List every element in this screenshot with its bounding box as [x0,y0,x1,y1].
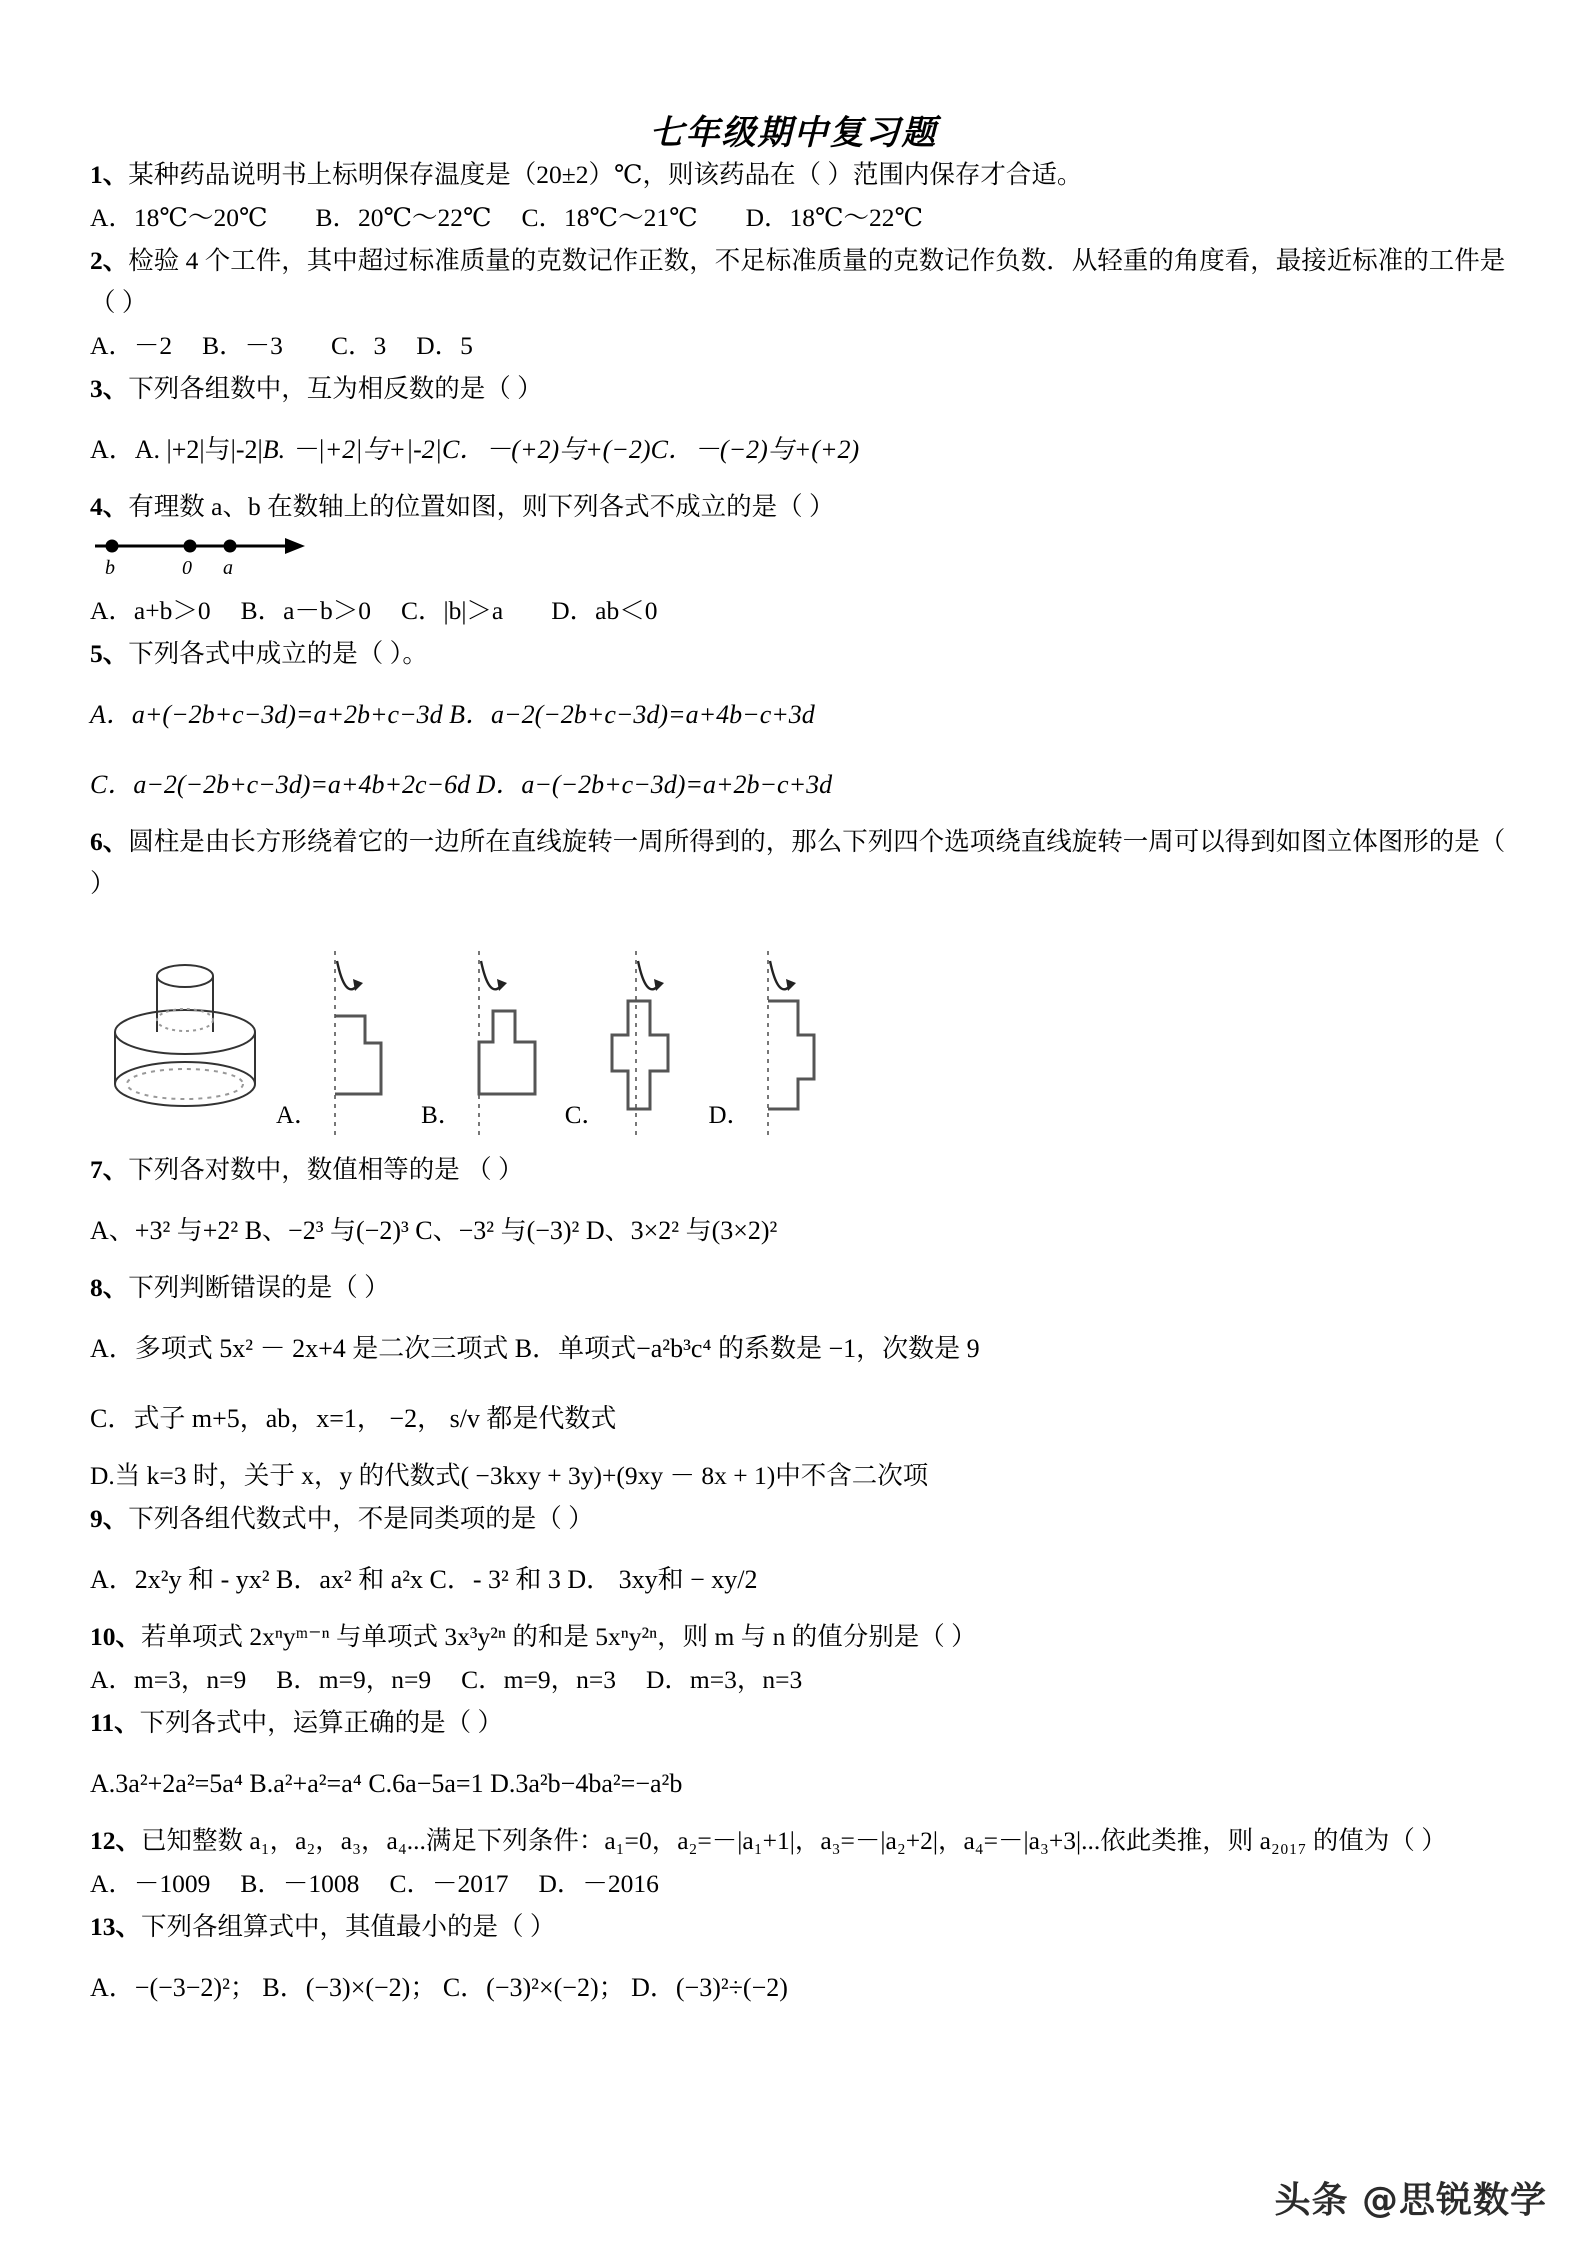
question-4-number: 4、 [90,492,129,521]
rotation-option-c [565,939,703,1139]
question-12-text: 已知整数 a₁，a₂，a₃，a₄...满足下列条件：a₁=0，a₂=－|a₁+1|，a₃=－|a₂+2|，a₄=－|a₃+3|...依此类推，则 a₂₀₁₇ 的值为（ ） [141,1826,1447,1855]
question-1-stem [90,154,1515,196]
question-2-options [90,325,1515,367]
question-5 [90,633,1515,815]
rotation-option-d-shape [756,939,848,1139]
rotation-option-a-shape [323,939,415,1139]
question-9-options: A．2x²y 和 - yx² B．ax² 和 a²x C．- 3² 和 3 D． 3xy和 − xy/2 [90,1565,758,1594]
question-4-text: 有理数 a、b 在数轴上的位置如图，则下列各式不成立的是（ ） [128,492,835,521]
question-12 [90,1820,1515,1905]
option-b: B．m=9，n=9 [276,1665,432,1694]
number-line-label-a: a [223,557,233,579]
question-9-number: 9、 [90,1504,129,1533]
option-d: D．－2016 [538,1869,659,1898]
question-10-number: 10、 [90,1622,142,1651]
question-3 [90,368,1515,480]
question-8-stem [90,1267,1515,1309]
question-10-text: 若单项式 2xⁿyᵐ⁻ⁿ 与单项式 3x³y²ⁿ 的和是 5xⁿy²ⁿ，则 m 与 n 的值分别是（ ） [141,1622,977,1651]
question-7-stem [90,1149,1515,1191]
question-1 [90,154,1515,239]
question-6-stem [90,821,1515,905]
page-title: 七年级期中复习题 [649,115,938,152]
question-3-options [90,420,1515,480]
question-12-number: 12、 [90,1826,142,1855]
question-1-number: 1、 [90,160,129,189]
question-13-stem [90,1906,1515,1948]
question-2 [90,240,1515,367]
question-1-text: 某种药品说明书上标明保存温度是（20±2）℃，则该药品在（ ）范围内保存才合适。 [128,160,1083,189]
question-11 [90,1702,1515,1814]
rotation-option-d [708,939,847,1139]
question-3-number: 3、 [90,374,129,403]
question-11-options: A.3a²+2a²=5a⁴ B.a²+a²=a⁴ C.6a−5a=1 D.3a²b−4ba²=−a²b [90,1769,683,1798]
option-c: C．18℃～21℃ [521,203,698,232]
question-5-stem [90,633,1515,675]
rotation-option-b-label: B． [421,1102,463,1129]
option-c: C．3 [330,331,387,360]
question-7-text: 下列各对数中，数值相等的是 （ ） [128,1155,524,1184]
question-2-stem [90,240,1515,324]
question-13-text: 下列各组算式中，其值最小的是（ ） [141,1912,556,1941]
question-5-options-row1: A．a+(−2b+c−3d)=a+2b+c−3d B．a−2(−2b+c−3d)=a+4b−c+3d [90,700,815,729]
option-b: B．－1008 [240,1869,360,1898]
number-line-svg [90,532,320,588]
rotation-option-b-shape [467,939,559,1139]
question-9 [90,1498,1515,1610]
option-a: A．－1009 [90,1869,211,1898]
question-4-stem [90,486,1515,528]
document-content [0,154,1587,2018]
option-a: A．A. |+2|与|-2| [90,435,263,464]
question-11-stem [90,1702,1515,1744]
rotation-option-a [276,939,415,1139]
question-1-options [90,197,1515,239]
option-c: C．|b|＞a [400,596,504,625]
question-10-options [90,1659,1515,1701]
question-3-text: 下列各组数中，互为相反数的是（ ） [128,374,543,403]
question-8-option-d: D.当 k=3 时，关于 x，y 的代数式( −3kxy + 3y)+(9xy － 8x + 1)中不含二次项 [90,1461,929,1490]
question-8-option-c: C．式子 m+5，ab，x=1， −2， s/v 都是代数式 [90,1404,617,1433]
option-a: A．a+b＞0 [90,596,211,625]
option-d: D．m=3，n=3 [645,1665,803,1694]
option-c: C．m=9，n=3 [461,1665,616,1694]
question-6-number: 6、 [90,827,129,856]
question-13 [90,1906,1515,2018]
number-line-label-b: b [105,557,115,579]
option-c: C．－2017 [389,1869,509,1898]
option-b: B. －|+2|与+|-2| [262,435,442,464]
number-line-figure [90,532,320,588]
option-d: D．18℃～22℃ [745,203,924,232]
question-4 [90,486,1515,632]
question-2-number: 2、 [90,246,129,275]
number-line-label-0: 0 [182,557,192,579]
rotation-option-d-label: D． [708,1102,752,1129]
option-b: B．20℃～22℃ [315,203,492,232]
question-8-text: 下列判断错误的是（ ） [128,1273,390,1302]
option-a: A．m=3，n=9 [90,1665,247,1694]
option-a: A．－2 [90,331,173,360]
question-11-number: 11、 [90,1708,140,1737]
question-5-options-row2: C．a−2(−2b+c−3d)=a+4b+2c−6d D．a−(−2b+c−3d)=a+2b−c+3d [90,770,833,799]
question-6-text: 圆柱是由长方形绕着它的一边所在直线旋转一周所得到的，那么下列四个选项绕直线旋转一周可以得到如图立体图形的是（ ） [90,827,1506,898]
question-13-number: 13、 [90,1912,142,1941]
rotation-option-b [421,939,559,1139]
question-9-stem [90,1498,1515,1540]
question-11-text: 下列各式中，运算正确的是（ ） [139,1708,503,1737]
question-8 [90,1267,1515,1497]
option-d: C．－(−2)与+(+2) [650,435,860,464]
question-7-options: A、+3² 与+2² B、−2³ 与(−2)³ C、−3² 与(−3)² D、3×2² 与(3×2)² [90,1216,778,1245]
question-3-stem [90,368,1515,410]
question-8-option-a-b: A．多项式 5x² － 2x+4 是二次三项式 B．单项式−a²b³c⁴ 的系数是 −1，次数是 9 [90,1334,980,1363]
question-8-number: 8、 [90,1273,129,1302]
question-12-stem [90,1820,1515,1862]
option-a: A．18℃～20℃ [90,203,268,232]
option-b: B．－3 [202,331,283,360]
option-d: D．5 [416,331,473,360]
rotation-option-c-label: C． [564,1102,607,1129]
question-5-text: 下列各式中成立的是（ ）。 [128,639,428,668]
watermark-logo: 头条 @思锐数学 [1274,2180,1547,2221]
question-4-options [90,590,1515,632]
question-10-stem [90,1616,1515,1658]
question-10 [90,1616,1515,1701]
question-12-options [90,1863,1515,1905]
rotation-shapes-figure [90,919,1515,1139]
stacked-cylinder-svg [100,934,270,1134]
stacked-cylinder-solid [100,934,270,1139]
question-7-number: 7、 [90,1155,129,1184]
rotation-option-c-shape [610,939,702,1139]
question-9-text: 下列各组代数式中，不是同类项的是（ ） [128,1504,594,1533]
question-6 [90,821,1515,1139]
question-13-options: A．−(−3−2)²； B．(−3)×(−2)； C．(−3)²×(−2)； D．(−3)²÷(−2) [90,1973,788,2002]
question-7 [90,1149,1515,1261]
question-2-text: 检验 4 个工件，其中超过标准质量的克数记作正数，不足标准质量的克数记作负数．从轻重的角度看，最接近标准的工件是（ ） [90,246,1506,317]
rotation-option-a-label: A． [276,1102,320,1129]
option-d: D．ab＜0 [551,596,658,625]
question-5-number: 5、 [90,639,129,668]
option-c: C．－(+2)与+(−2) [441,435,651,464]
option-b: B．a－b＞0 [240,596,371,625]
